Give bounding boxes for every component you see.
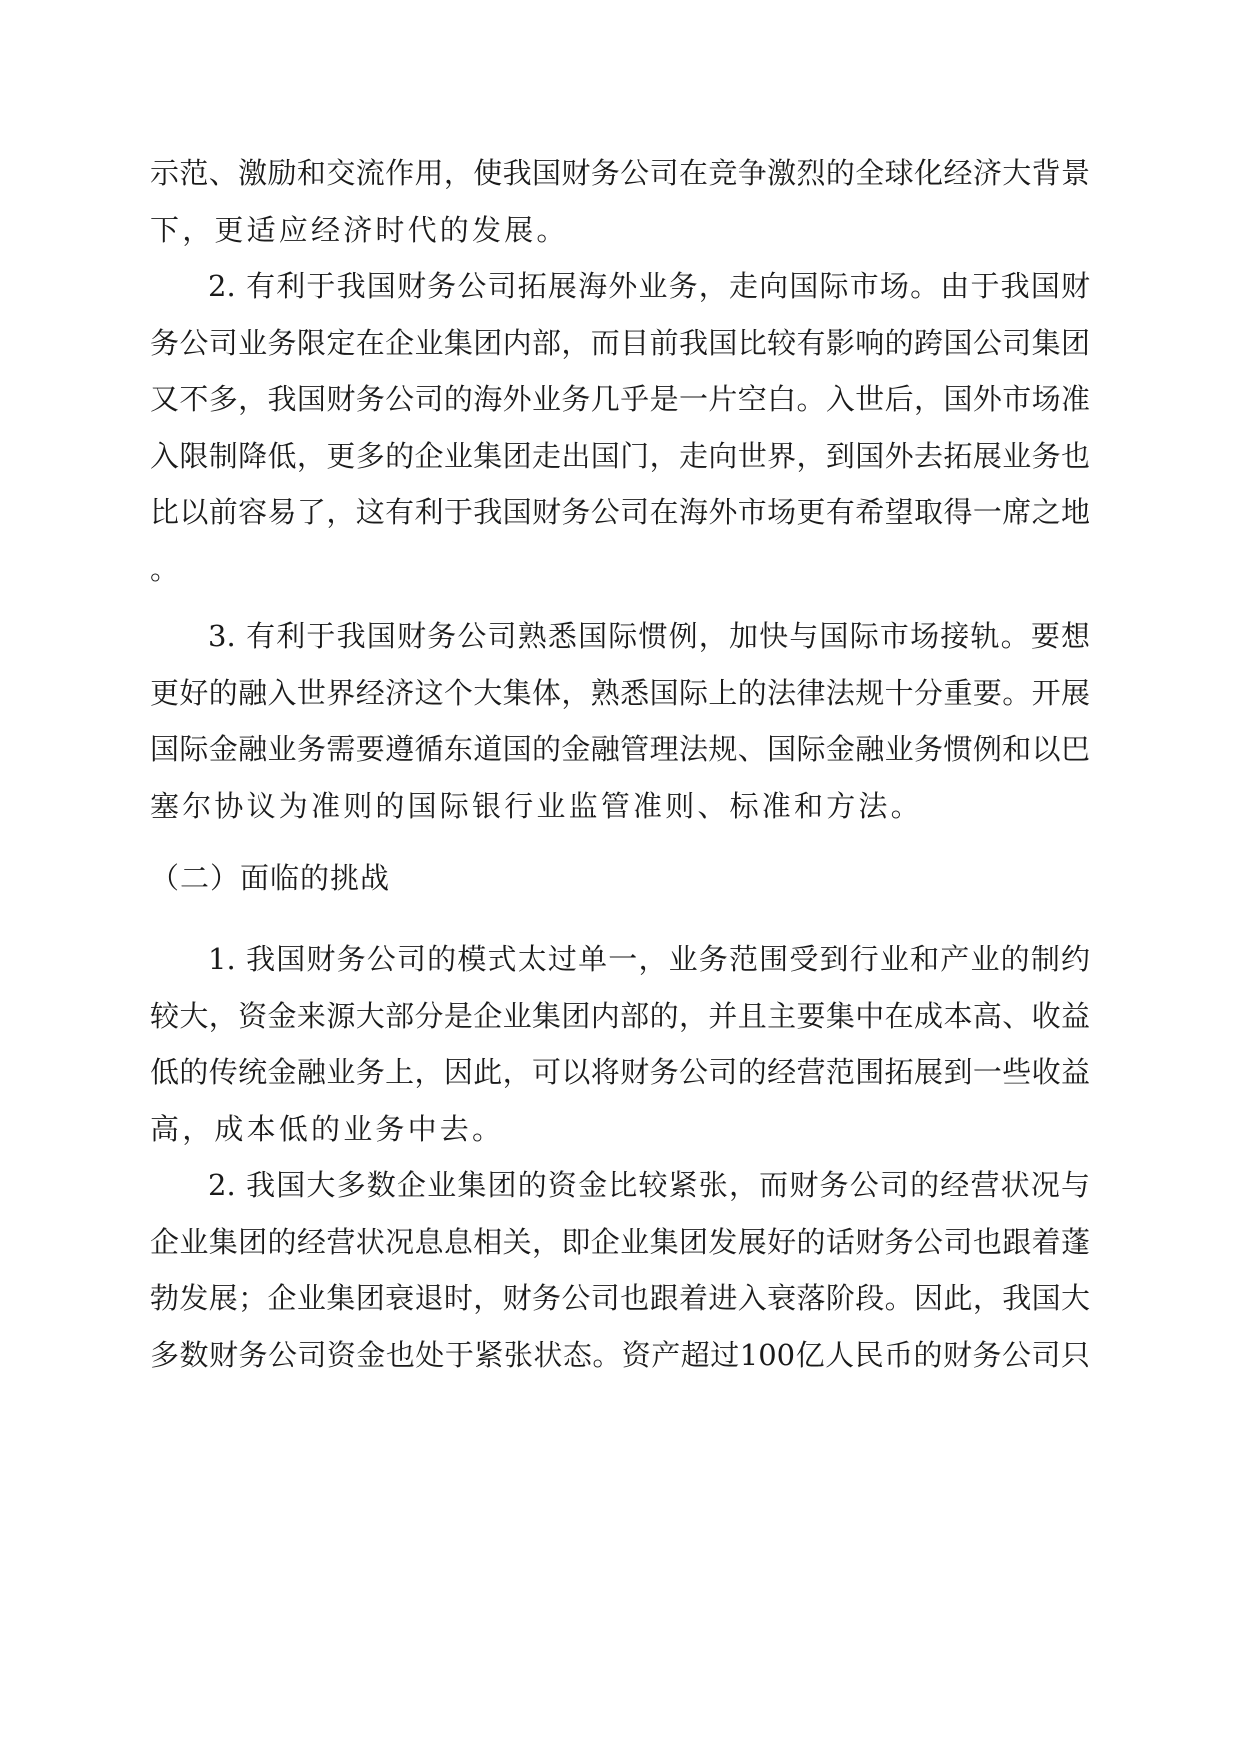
text-line: 国际金融业务需要遵循东道国的金融管理法规、国际金融业务惯例和以巴 [150, 732, 1090, 766]
text-line: 又不多，我国财务公司的海外业务几乎是一片空白。入世后，国外市场准 [150, 382, 1090, 416]
text-line: 较大，资金来源大部分是企业集团内部的，并且主要集中在成本高、收益 [150, 999, 1090, 1033]
text-line: 1. 我国财务公司的模式太过单一，业务范围受到行业和产业的制约 [208, 942, 1090, 976]
text-line: 勃发展；企业集团衰退时，财务公司也跟着进入衰落阶段。因此，我国大 [150, 1281, 1090, 1315]
section-heading: （二）面临的挑战 [150, 861, 391, 895]
text-line: 3. 有利于我国财务公司熟悉国际惯例，加快与国际市场接轨。要想 [208, 619, 1090, 653]
text-line: 比以前容易了，这有利于我国财务公司在海外市场更有希望取得一席之地 [150, 495, 1090, 529]
text-line: 务公司业务限定在企业集团内部，而目前我国比较有影响的跨国公司集团 [150, 326, 1090, 360]
text-line: 2. 有利于我国财务公司拓展海外业务，走向国际市场。由于我国财 [208, 269, 1090, 303]
text-line: 企业集团的经营状况息息相关，即企业集团发展好的话财务公司也跟着蓬 [150, 1225, 1090, 1259]
text-line: 低的传统金融业务上，因此，可以将财务公司的经营范围拓展到一些收益 [150, 1055, 1090, 1089]
text-line: 塞尔协议为准则的国际银行业监管准则、标准和方法。 [150, 789, 923, 823]
text-line: 。 [150, 552, 180, 586]
text-line: 入限制降低，更多的企业集团走出国门，走向世界，到国外去拓展业务也 [150, 439, 1090, 473]
text-line: 下，更适应经济时代的发展。 [150, 213, 569, 247]
text-line: 更好的融入世界经济这个大集体，熟悉国际上的法律法规十分重要。开展 [150, 676, 1090, 710]
text-line: 高，成本低的业务中去。 [150, 1112, 505, 1146]
text-line: 2. 我国大多数企业集团的资金比较紧张，而财务公司的经营状况与 [208, 1168, 1090, 1202]
text-line: 示范、激励和交流作用，使我国财务公司在竞争激烈的全球化经济大背景 [150, 156, 1090, 190]
text-line: 多数财务公司资金也处于紧张状态。资产超过100亿人民币的财务公司只 [150, 1338, 1090, 1372]
